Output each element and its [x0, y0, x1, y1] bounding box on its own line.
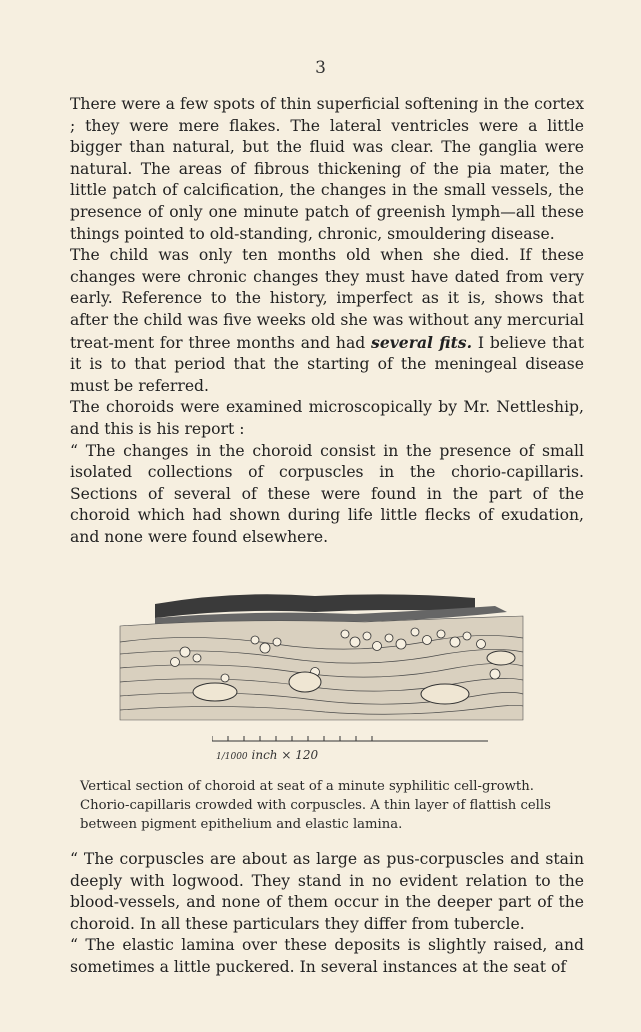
scale-text: inch × 120 [251, 748, 319, 762]
paragraph: “ The changes in the choroid consist in the presence of small isolated collections of corpuscles in the chorio-capillaris. Sections of several of these were found in the part of the choroid which had shown during life little flecks of exudation, and none were found elsewhere. [70, 441, 584, 546]
scale-fraction: 1/1000 [216, 752, 248, 762]
paragraph: The choroids were examined microscopically by Mr. Nettleship, and this is his report : [70, 398, 584, 438]
scale-label [216, 748, 318, 762]
scale-bar [212, 733, 488, 745]
figure-caption [80, 777, 580, 834]
caption-line: between pigment epithelium and elastic lamina. [80, 817, 403, 832]
caption-line: Chorio-capillaris crowded with corpuscles. A thin layer of flattish cells [80, 798, 551, 813]
paragraph: “ The elastic lamina over these deposits is slightly raised, and sometimes a little puckered. In several instances at the seat of [70, 936, 584, 976]
paragraph: “ The corpuscles are about as large as pus-corpuscles and stain deeply with logwood. They stand in no evident relation to the blood-vessels, and none of them occur in the deeper part of the choroid. In all these particulars they differ from tubercle. [70, 850, 584, 933]
body-text-bottom [70, 849, 584, 979]
body-text-top [70, 94, 584, 548]
emphasis-text: several fits. [371, 332, 473, 352]
page-number: 3 [315, 58, 326, 78]
paragraph: The child was only ten months old when she died. If these changes were chronic changes they must have dated from very early. Reference to the history, imperfect as it is, shows that after the child was five weeks old she was without any mercurial treat-ment for three months and had several fits. I believe that it is to that period that the starting of the meningeal disease must be referred. [70, 246, 584, 395]
choroid-section-illustration [115, 582, 525, 722]
caption-line: Vertical section of choroid at seat of a minute syphilitic cell-growth. [80, 779, 534, 794]
paragraph: There were a few spots of thin superficial softening in the cortex ; they were mere flakes. The lateral ventricles were a little bigger than natural, but the fluid was clear. The ganglia were natural. The areas of fibrous thickening of the pia mater, the little patch of calcification, the changes in the small vessels, the presence of only one minute patch of greenish lymph—all these things pointed to old-standing, chronic, smouldering disease. [70, 95, 584, 243]
